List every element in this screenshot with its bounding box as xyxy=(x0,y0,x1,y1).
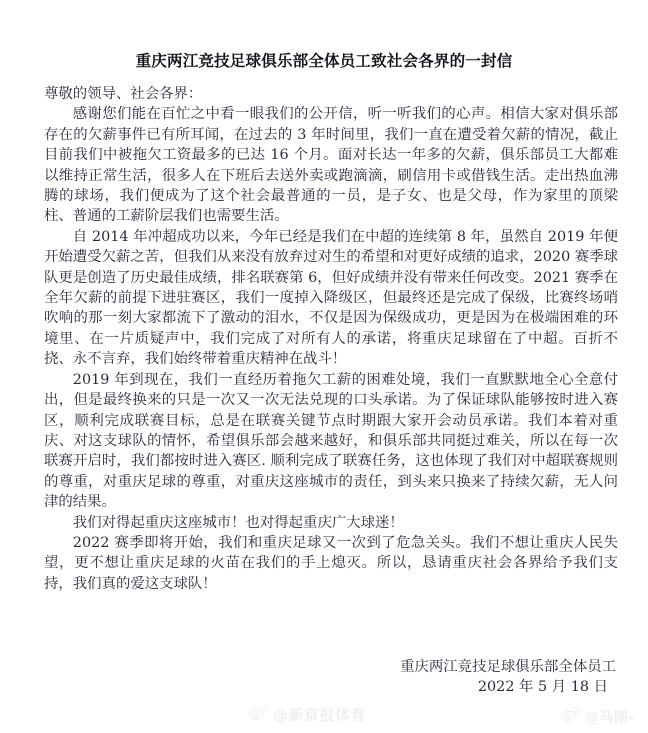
signature-author: 重庆两江竞技足球俱乐部全体员工 xyxy=(400,659,616,675)
watermark-xinjingbao xyxy=(248,703,366,725)
letter-paragraph-2: 自 2014 年冲超成功以来，今年已经是我们在中超的连续第 8 年，虽然自 2019 年便开始遭受欠薪之苦，但我们从来没有放弃过对生的希望和对更好成绩的追求，2020 赛季球队更是创造了历史最佳成绩，排名联赛第 6，但好成绩并没有带来任何改变。2021 赛季在全年欠薪的前提下进驻赛区，我们一度掉入降级区，但最终还是完成了保级，比赛终场哨吹响的那一刻大家都流下了激动的泪水，不仅是因为保级成功，更是因为在极端困难的环境里、在一片质疑声中，我们完成了对所有人的承诺，将重庆足球留在了中超。百折不挠、永不言弃，我们始终带着重庆精神在战斗！ xyxy=(44,228,618,368)
letter-paragraph-4: 我们对得起重庆这座城市！也对得起重庆广大球迷！ xyxy=(72,514,404,531)
watermark-handle: @马刚- xyxy=(585,710,635,726)
letter-paragraph-5: 2022 赛季即将开始，我们和重庆足球又一次到了危急关头。我们不想让重庆人民失望，更不想让重庆足球的火苗在我们的手上熄灭。所以，恳请重庆社会各界给予我们支持，我们真的爱这支球队！ xyxy=(44,534,618,592)
letter-paragraph-1: 感谢您们能在百忙之中看一眼我们的公开信，听一听我们的心声。相信大家对俱乐部存在的欠薪事件已有所耳闻，在过去的 3 年时间里，我们一直在遭受着欠薪的情况，截止目前我们中被拖欠工资最多的已达 16 个月。面对长达一年多的欠薪，俱乐部员工大都难以维持正常生活，很多人在下班后去送外卖或跑滴滴，刷信用卡或借钱生活。走出热血沸腾的球场，我们便成为了这个社会最普通的一员，是子女、也是父母，作为家里的顶梁柱、普通的工薪阶层我们也需要生活。 xyxy=(44,106,618,225)
letter-body xyxy=(44,84,618,594)
weibo-eye-icon xyxy=(560,706,580,728)
signature-date: 2022 年 5 月 18 日 xyxy=(477,679,608,696)
signature-block xyxy=(44,657,618,698)
letter-paragraph-3: 2019 年到现在，我们一直经历着拖欠工薪的困难处境，我们一直默默地全心全意付出，但是最终换来的只是一次又一次无法兑现的口头承诺。为了保证球队能够按时进入赛区，顺利完成联赛目标，总是在联赛关键节点时期跟大家开会动员承诺。我们本着对重庆、对这支球队的情怀，希望俱乐部会越来越好，和俱乐部共同挺过难关，所以在每一次联赛开启时，我们都按时进入赛区. 顺利完成了联赛任务，这也体现了我们对中超联赛规则的尊重，对重庆足球的尊重，对重庆这座城市的责任，到头来只换来了持续欠薪，无人问津的结果。 xyxy=(44,371,618,511)
weibo-eye-icon xyxy=(248,703,268,725)
letter-salutation: 尊敬的领导、社会各界： xyxy=(44,86,203,102)
watermark-magang xyxy=(560,706,635,728)
page-title: 重庆两江竞技足球俱乐部全体员工致社会各界的一封信 xyxy=(135,51,513,71)
watermark-handle: @新京报体育 xyxy=(273,705,367,724)
